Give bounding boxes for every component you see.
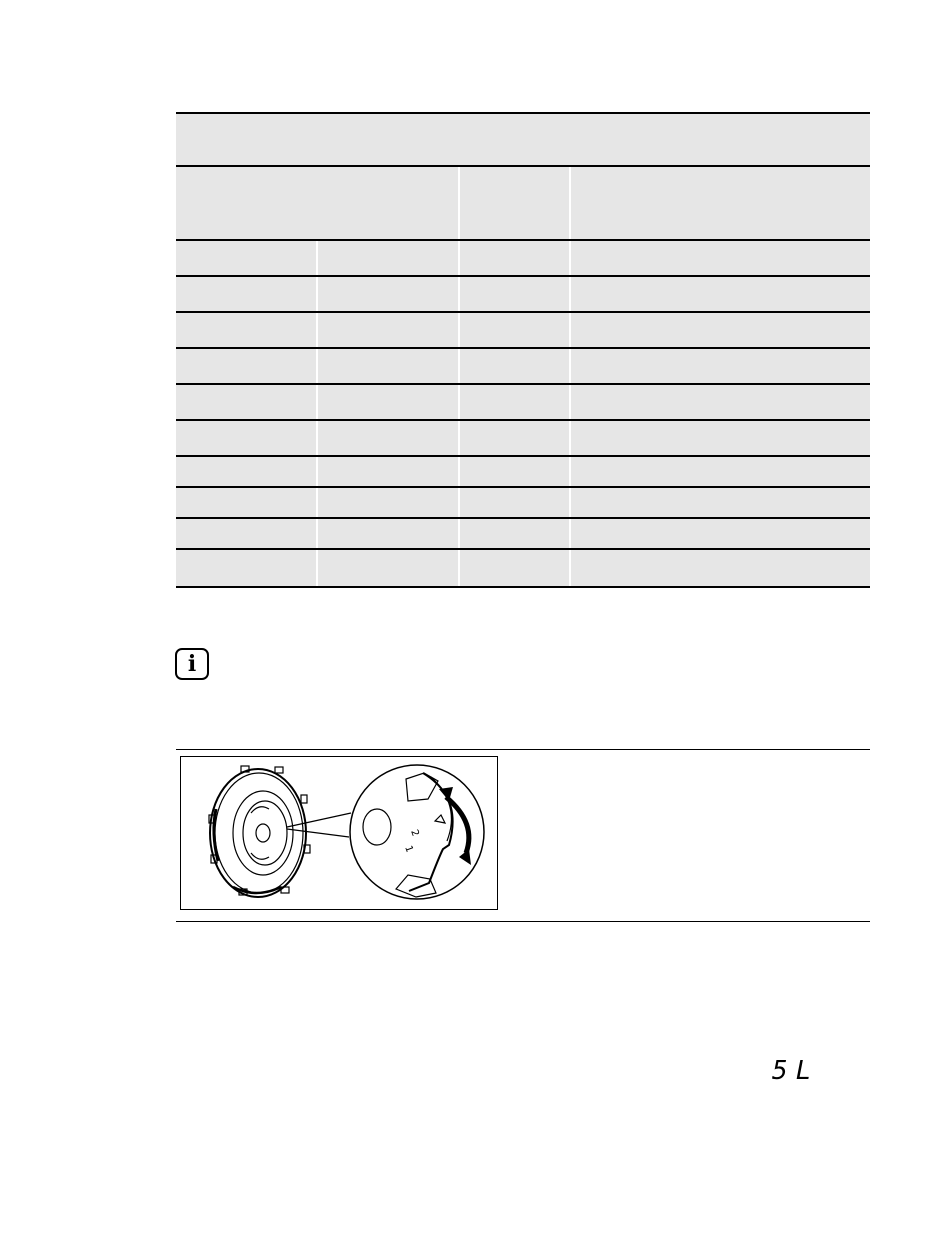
table-row — [176, 311, 870, 348]
col-divider — [458, 277, 460, 312]
col-divider — [569, 550, 571, 587]
col-divider — [569, 241, 571, 276]
col-divider — [569, 277, 571, 312]
dial-label-1: 1 — [402, 844, 415, 855]
col-divider — [458, 519, 460, 549]
col-divider — [458, 550, 460, 587]
col-divider — [569, 385, 571, 420]
table-row — [176, 419, 870, 456]
col-divider — [316, 488, 318, 518]
table-row — [176, 239, 870, 276]
col-divider — [316, 457, 318, 487]
table-row — [176, 347, 870, 384]
table-row — [176, 486, 870, 518]
info-icon — [175, 648, 209, 680]
table-row — [176, 383, 870, 420]
softener-dial-illustration — [180, 756, 498, 910]
figure-top-rule — [176, 749, 870, 750]
col-divider — [569, 349, 571, 384]
col-divider — [458, 313, 460, 348]
dial-label-2: 2 — [408, 828, 421, 839]
col-divider — [569, 421, 571, 456]
col-divider — [316, 241, 318, 276]
col-divider — [458, 241, 460, 276]
table-header-row-1 — [176, 114, 870, 166]
col-divider — [316, 313, 318, 348]
table-bottom-rule — [176, 586, 870, 588]
col-divider — [458, 421, 460, 456]
table-row — [176, 548, 870, 587]
table-row — [176, 517, 870, 549]
col-divider — [316, 349, 318, 384]
col-divider — [316, 519, 318, 549]
table-header-row-2 — [176, 165, 870, 240]
col-divider — [316, 550, 318, 587]
col-divider — [316, 421, 318, 456]
col-divider — [458, 488, 460, 518]
col-divider — [569, 167, 571, 240]
table-row — [176, 455, 870, 487]
col-divider — [569, 519, 571, 549]
display-code: 5L — [772, 1056, 820, 1086]
col-divider — [569, 488, 571, 518]
figure-bottom-rule — [176, 921, 870, 922]
col-divider — [569, 457, 571, 487]
col-divider — [569, 313, 571, 348]
col-divider — [458, 457, 460, 487]
info-icon-glyph: i — [187, 651, 197, 677]
dial-adjust-icon — [181, 757, 497, 909]
col-divider — [316, 385, 318, 420]
table-row — [176, 275, 870, 312]
col-divider — [316, 277, 318, 312]
col-divider — [458, 167, 460, 240]
col-divider — [458, 385, 460, 420]
col-divider — [458, 349, 460, 384]
